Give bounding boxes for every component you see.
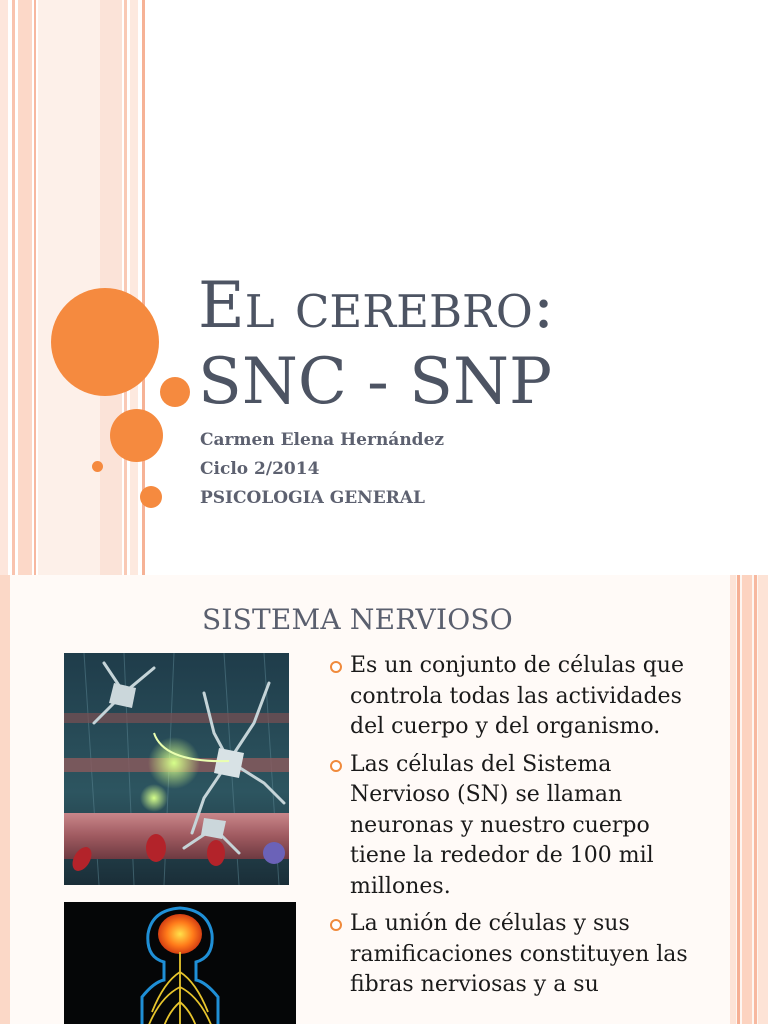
cycle-label: Ciclo 2/2014 [200, 459, 320, 479]
bullet-icon [330, 919, 342, 931]
bullet-text: La unión de células y sus ramificaciones constituyen las fibras nerviosas y a su [350, 911, 688, 997]
slide-title [198, 268, 758, 420]
list-item [330, 750, 700, 903]
neurons-image [64, 653, 289, 885]
title-rest: l cerebro: [244, 269, 555, 343]
bullet-text: Es un conjunto de células que controla todas las actividades del cuerpo y del organismo. [350, 653, 684, 739]
decorative-circle-large [51, 288, 159, 396]
list-item [330, 651, 700, 743]
slide-heading: SISTEMA NERVIOSO [202, 603, 513, 636]
decorative-circle-dot [140, 486, 162, 508]
list-item [330, 909, 700, 1001]
decorative-circle-tiny [92, 461, 103, 472]
decorative-circle-medium [110, 409, 163, 462]
content-slide [0, 575, 768, 1024]
nervous-system-image [64, 902, 296, 1024]
course-label: PSICOLOGIA GENERAL [200, 488, 425, 508]
decorative-circle-small [160, 377, 190, 407]
bullet-icon [330, 661, 342, 673]
bullet-icon [330, 760, 342, 772]
title-line-2: SNC - SNP [198, 345, 553, 419]
bullet-list [330, 651, 700, 1008]
slide-subtitle [200, 426, 740, 513]
bullet-text: Las células del Sistema Nervioso (SN) se llaman neuronas y nuestro cuerpo tiene la rededor de 100 mil millones. [350, 751, 654, 899]
author-name: Carmen Elena Hernández [200, 430, 445, 450]
title-initial: E [198, 269, 245, 343]
decorative-stripes [0, 0, 150, 575]
